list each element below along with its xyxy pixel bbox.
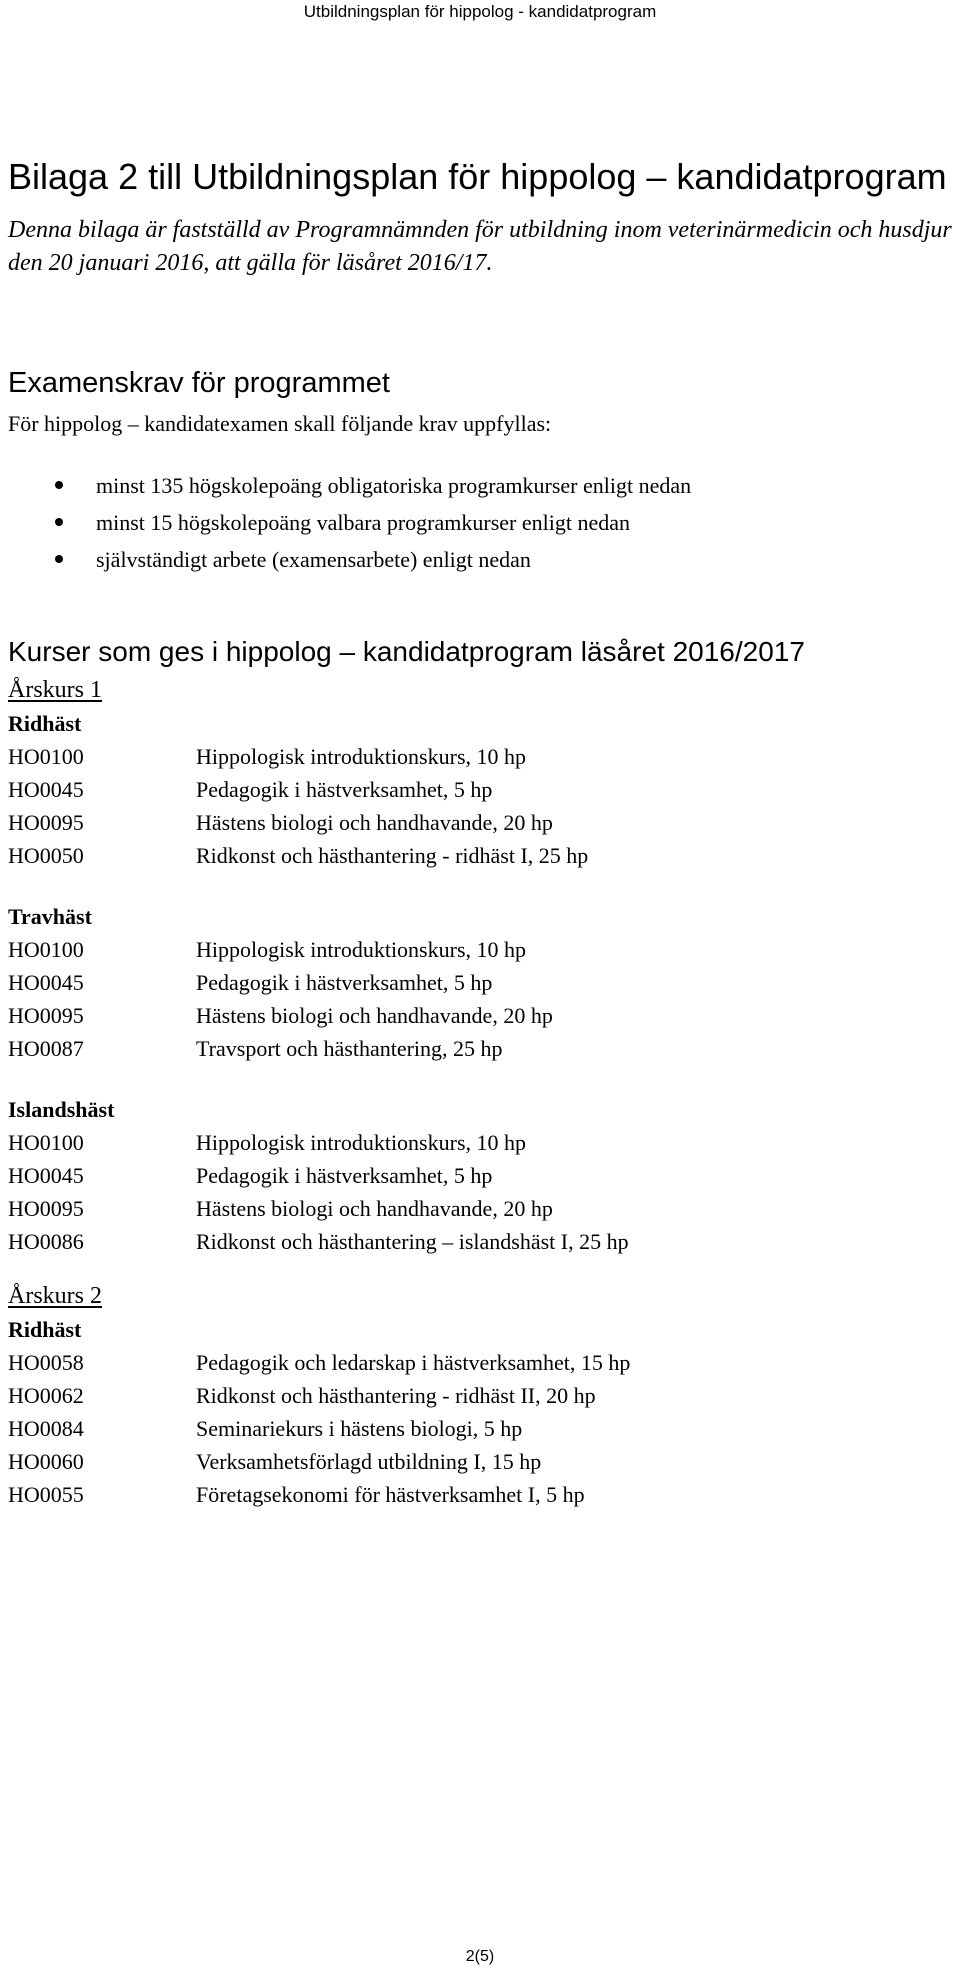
course-code: HO0100 bbox=[8, 744, 84, 769]
requirement-text: minst 135 högskolepoäng obligatoriska programkurser enligt nedan bbox=[96, 473, 692, 498]
course-code: HO0095 bbox=[8, 1196, 84, 1221]
requirement-text: självständigt arbete (examensarbete) enligt nedan bbox=[96, 547, 531, 572]
document-title: Bilaga 2 till Utbildningsplan för hippolog – kandidatprogram bbox=[8, 156, 947, 197]
track-heading: Islandshäst bbox=[8, 1097, 115, 1122]
exam-requirements-lead: För hippolog – kandidatexamen skall följande krav uppfyllas: bbox=[8, 411, 552, 436]
track-heading: Ridhäst bbox=[8, 1317, 82, 1342]
course-code: HO0045 bbox=[8, 1163, 84, 1188]
year-heading: Årskurs 2 bbox=[8, 1283, 102, 1309]
course-row bbox=[8, 1159, 629, 1192]
course-row bbox=[8, 1126, 629, 1159]
course-name: Verksamhetsförlagd utbildning I, 15 hp bbox=[196, 1449, 542, 1474]
course-row bbox=[8, 999, 553, 1032]
course-row bbox=[8, 1346, 630, 1379]
course-code: HO0055 bbox=[8, 1482, 84, 1507]
course-code: HO0086 bbox=[8, 1229, 84, 1254]
course-name: Hästens biologi och handhavande, 20 hp bbox=[196, 1196, 553, 1221]
requirement-item bbox=[8, 467, 952, 504]
page-number: 2(5) bbox=[465, 1948, 495, 1965]
course-name: Hästens biologi och handhavande, 20 hp bbox=[196, 810, 553, 835]
course-name: Hästens biologi och handhavande, 20 hp bbox=[196, 1003, 553, 1028]
course-name: Hippologisk introduktionskurs, 10 hp bbox=[196, 937, 527, 962]
course-code: HO0060 bbox=[8, 1449, 84, 1474]
course-code: HO0095 bbox=[8, 810, 84, 835]
requirement-text: minst 15 högskolepoäng valbara programkurser enligt nedan bbox=[96, 510, 630, 535]
course-code: HO0100 bbox=[8, 1130, 84, 1155]
course-table bbox=[8, 1126, 629, 1258]
track-heading: Travhäst bbox=[8, 904, 92, 929]
bullet-icon bbox=[55, 555, 63, 563]
course-name: Pedagogik i hästverksamhet, 5 hp bbox=[196, 970, 493, 995]
course-table bbox=[8, 740, 588, 872]
intro-paragraph: Denna bilaga är fastställd av Programnämnden för utbildning inom veterinärmedicin och husdjur den 20 januari 2016, att gälla för läsåret 2016/17. bbox=[8, 217, 952, 276]
course-row bbox=[8, 740, 588, 773]
courses-heading: Kurser som ges i hippolog – kandidatprogram läsåret 2016/2017 bbox=[8, 636, 805, 667]
course-row bbox=[8, 1192, 629, 1225]
course-table bbox=[8, 1346, 630, 1511]
bullet-icon bbox=[55, 481, 63, 489]
course-code: HO0062 bbox=[8, 1383, 84, 1408]
bullet-icon bbox=[55, 518, 63, 526]
course-row bbox=[8, 933, 553, 966]
document-body bbox=[8, 152, 952, 1511]
course-name: Pedagogik i hästverksamhet, 5 hp bbox=[196, 777, 493, 802]
course-code: HO0050 bbox=[8, 843, 84, 868]
track-heading: Ridhäst bbox=[8, 711, 82, 736]
course-name: Ridkonst och hästhantering - ridhäst I, 25 hp bbox=[196, 843, 589, 868]
course-name: Ridkonst och hästhantering - ridhäst II, 20 hp bbox=[196, 1383, 596, 1408]
course-row bbox=[8, 773, 588, 806]
course-name: Ridkonst och hästhantering – islandshäst I, 25 hp bbox=[196, 1229, 629, 1254]
requirement-item bbox=[8, 541, 952, 578]
course-code: HO0095 bbox=[8, 1003, 84, 1028]
course-row bbox=[8, 1478, 630, 1511]
year-heading: Årskurs 1 bbox=[8, 677, 102, 703]
course-code: HO0045 bbox=[8, 970, 84, 995]
exam-requirements-heading: Examenskrav för programmet bbox=[8, 367, 390, 399]
course-code: HO0100 bbox=[8, 937, 84, 962]
course-row bbox=[8, 1412, 630, 1445]
course-row bbox=[8, 1445, 630, 1478]
course-row bbox=[8, 1225, 629, 1258]
course-name: Företagsekonomi för hästverksamhet I, 5 hp bbox=[196, 1482, 585, 1507]
course-name: Travsport och hästhantering, 25 hp bbox=[196, 1036, 503, 1061]
course-row bbox=[8, 1379, 630, 1412]
course-name: Pedagogik i hästverksamhet, 5 hp bbox=[196, 1163, 493, 1188]
course-row bbox=[8, 806, 588, 839]
course-code: HO0058 bbox=[8, 1350, 84, 1375]
course-name: Pedagogik och ledarskap i hästverksamhet, 15 hp bbox=[196, 1350, 631, 1375]
course-name: Hippologisk introduktionskurs, 10 hp bbox=[196, 1130, 527, 1155]
course-name: Hippologisk introduktionskurs, 10 hp bbox=[196, 744, 527, 769]
course-row bbox=[8, 1032, 553, 1065]
requirement-item bbox=[8, 504, 952, 541]
requirements-list bbox=[8, 467, 952, 578]
running-header: Utbildningsplan för hippolog - kandidatprogram bbox=[303, 2, 657, 21]
course-code: HO0087 bbox=[8, 1036, 84, 1061]
course-row bbox=[8, 839, 588, 872]
course-row bbox=[8, 966, 553, 999]
course-code: HO0045 bbox=[8, 777, 84, 802]
course-code: HO0084 bbox=[8, 1416, 84, 1441]
course-table bbox=[8, 933, 553, 1065]
course-name: Seminariekurs i hästens biologi, 5 hp bbox=[196, 1416, 523, 1441]
